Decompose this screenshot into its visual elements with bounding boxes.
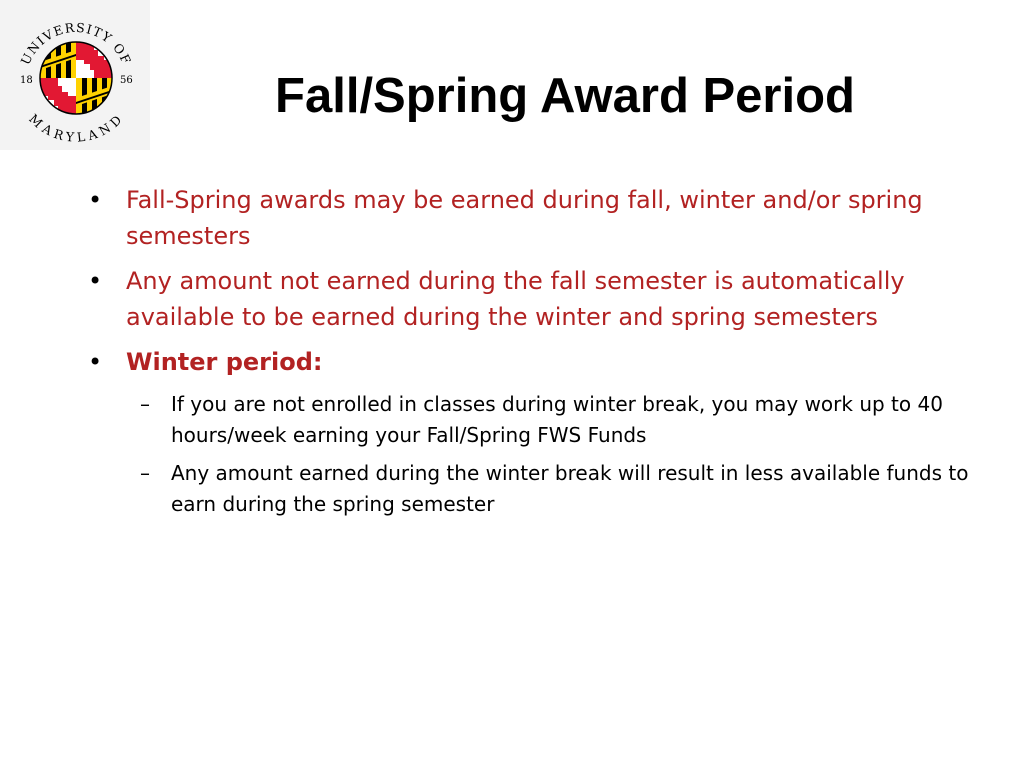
bullet-list	[80, 182, 1000, 527]
bullet-marker: •	[88, 186, 103, 214]
bullet-text: Any amount not earned during the fall semester is automatically available to be earned during the winter and spring semesters	[126, 267, 905, 331]
seal-arc-top: UNIVERSITY OF	[17, 19, 135, 68]
seal-year-right: 56	[120, 75, 133, 86]
logo-panel	[0, 0, 150, 150]
seal-year-left: 18	[20, 75, 33, 86]
bullet-text: Fall-Spring awards may be earned during fall, winter and/or spring semesters	[126, 186, 923, 250]
bullet-item	[80, 182, 1000, 254]
university-seal-logo	[8, 10, 144, 142]
bullet-marker: •	[88, 348, 103, 376]
sub-bullet-item	[80, 458, 1000, 520]
svg-text:MARYLAND	[26, 111, 126, 142]
sub-bullet-text: If you are not enrolled in classes during winter break, you may work up to 40 hours/week earning your Fall/Spring FWS Funds	[171, 392, 943, 447]
sub-bullet-text: Any amount earned during the winter break will result in less available funds to earn during the spring semester	[171, 461, 969, 516]
sub-bullet-item	[80, 389, 1000, 451]
bullet-item	[80, 263, 1000, 335]
bullet-item-heading	[80, 344, 1000, 380]
slide-title: Fall/Spring Award Period	[275, 69, 855, 123]
bullet-marker: •	[88, 267, 103, 295]
dash-marker: –	[140, 461, 150, 485]
dash-marker: –	[140, 392, 150, 416]
bullet-heading-text: Winter period:	[126, 348, 323, 376]
seal-arc-bottom: MARYLAND	[26, 110, 126, 142]
